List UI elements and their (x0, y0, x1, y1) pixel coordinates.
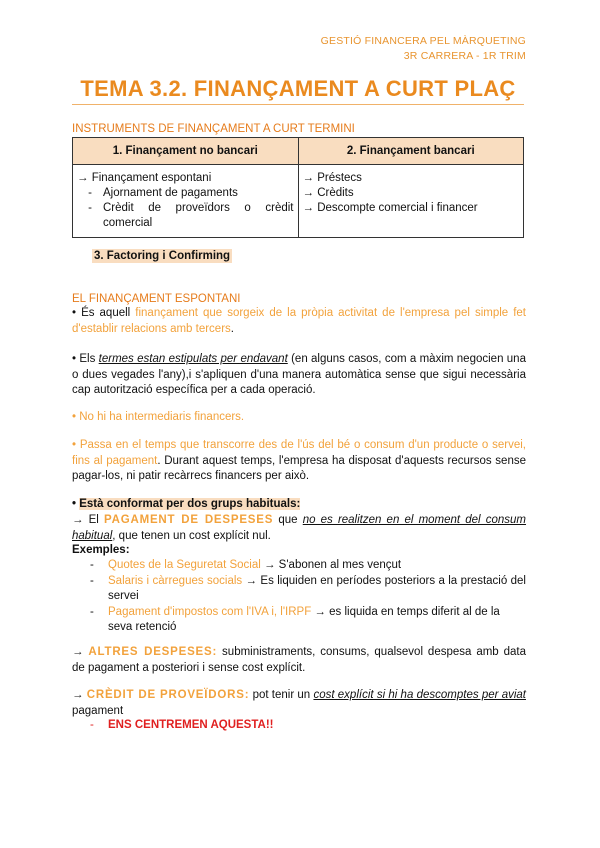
factoring-label: 3. Factoring i Confirming (94, 250, 231, 262)
page-title: TEMA 3.2. FINANÇAMENT A CURT PLAÇ (80, 76, 516, 101)
col-header-no-bancari: 1. Finançament no bancari (73, 138, 299, 165)
list-item: → Préstecs (302, 172, 362, 184)
paragraph-terms: • Els termes estan estipulats per endavant (en alguns casos, com a màxim negocien una o dues vegades l'any),i s'apliquen d'una manera automàtica sense que sigui necessària cap autorització específica per a cada operació. (72, 353, 526, 396)
col-header-bancari: 2. Finançament bancari (298, 138, 524, 165)
examples-label: Exemples: (72, 544, 130, 556)
list-item: → Crèdits (302, 187, 354, 199)
paragraph-pagament-despeses: → El PAGAMENT DE DESPESES que no es realitzen en el moment del consum habitual, que tenen un cost explícit nul. (72, 514, 527, 542)
list-item: - Salaris i càrregues socials → Es liquiden en períodes posteriors a la prestació del servei (90, 574, 526, 602)
paragraph-definition: • És aquell finançament que sorgeix de la pròpia activitat de l'empresa pel simple fet d'establir relacions amb tercers. (72, 307, 526, 335)
paragraph-credit-proveidors: → CRÈDIT DE PROVEÏDORS: pot tenir un cost explícit si hi ha descomptes per aviat pagament (72, 689, 526, 717)
instruments-heading: INSTRUMENTS DE FINANÇAMENT A CURT TERMINI (72, 123, 355, 135)
paragraph-time: • Passa en el temps que transcorre des de l'ús del bé o consum d'un producte o servei, fins al pagament. Durant aquest temps, l'empresa ha disposat d'aquests recursos sense pagar-los, ni patir recàrrecs financers per això. (72, 439, 526, 482)
cell-bancari (298, 165, 524, 238)
course-name: GESTIÓ FINANCERA PEL MÀRQUETING (320, 35, 526, 47)
list-item: - Pagament d'impostos com l'IVA i, l'IRPF → es liquida en temps diferit al de la seva retenció (90, 605, 500, 633)
espontani-heading: EL FINANÇAMENT ESPONTANI (72, 293, 241, 305)
instruments-table (72, 137, 524, 238)
paragraph-no-intermediaries: • No hi ha intermediaris financers. (72, 411, 245, 423)
list-item: - Crèdit de proveïdors o crèdit comercial (88, 202, 294, 229)
paragraph-groups: • Està conformat per dos grups habituals: (72, 498, 301, 510)
cell-no-bancari (73, 165, 299, 238)
list-item: - Quotes de la Seguretat Social → S'abonen al mes vençut (90, 559, 402, 571)
list-item: - ENS CENTREMEN AQUESTA!! (90, 719, 274, 731)
list-item: → Descompte comercial i financer (302, 202, 478, 214)
title-divider (72, 104, 524, 105)
finançament-espontani-label: → Finançament espontani (77, 172, 212, 184)
list-item: - Ajornament de pagaments (88, 187, 238, 199)
focus-note (90, 718, 526, 734)
course-term: 3R CARRERA - 1R TRIM (403, 50, 526, 62)
paragraph-altres-despeses: → ALTRES DESPESES: subministraments, consums, qualsevol despesa amb data de pagament a posteriori i sense cost explícit. (72, 646, 526, 674)
examples-list (90, 558, 526, 636)
